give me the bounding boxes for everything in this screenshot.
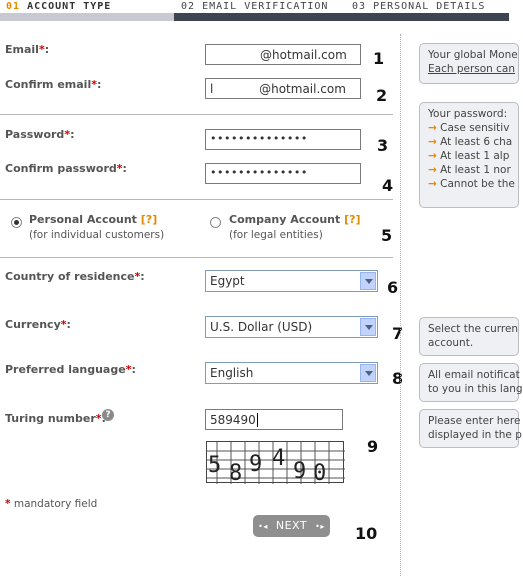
- company-account-title: Company Account [?]: [229, 213, 361, 226]
- language-select[interactable]: English: [205, 362, 378, 384]
- confirm-password-field[interactable]: ••••••••••••••: [205, 163, 361, 184]
- marker-2: 2: [376, 86, 388, 105]
- marker-7: 7: [392, 324, 404, 343]
- bullet-icon: →: [428, 122, 437, 134]
- info-email-box: Your global Mone Each person can: [419, 43, 519, 84]
- captcha-char: 8: [229, 461, 243, 486]
- chevron-down-icon[interactable]: [360, 364, 376, 382]
- password-field[interactable]: ••••••••••••••: [205, 129, 361, 150]
- arrow-icon: •◂: [258, 522, 268, 531]
- confirm-email-label: Confirm email*:: [5, 78, 102, 91]
- turing-label: Turing number*: [5, 412, 102, 425]
- column-divider: [400, 34, 401, 576]
- company-account-subtitle: (for legal entities): [229, 229, 323, 241]
- turing-number-input[interactable]: 589490: [205, 409, 343, 430]
- step-bar: [0, 0, 509, 22]
- divider: [0, 199, 393, 200]
- confirm-password-label: Confirm password*:: [5, 162, 127, 175]
- email-label: Email*:: [5, 43, 50, 56]
- info-password-box: Your password: → Case sensitiv → At least 6 cha → At least 1 alp → At least 1 nor → Cannot be the: [419, 102, 519, 208]
- bullet-icon: →: [428, 178, 437, 190]
- info-turing-box: Please enter here displayed in the p: [419, 409, 519, 448]
- captcha-char: 9: [293, 459, 307, 484]
- bullet-icon: →: [428, 136, 437, 148]
- marker-4: 4: [382, 176, 394, 195]
- info-language-box: All email notificat to you in this lang: [419, 363, 519, 402]
- country-label: Country of residence*:: [5, 270, 145, 283]
- divider: [0, 114, 393, 115]
- marker-10: 10: [355, 524, 378, 543]
- company-account-radio[interactable]: [210, 217, 221, 228]
- language-label: Preferred language*:: [5, 363, 136, 376]
- help-icon[interactable]: ?: [102, 409, 114, 421]
- country-select[interactable]: Egypt: [205, 270, 378, 292]
- personal-account-title: Personal Account [?]: [29, 213, 158, 226]
- bullet-icon: →: [428, 164, 437, 176]
- confirm-email-field[interactable]: l @hotmail.com: [205, 78, 361, 99]
- company-help-link[interactable]: [?]: [344, 213, 361, 226]
- bullet-icon: →: [428, 150, 437, 162]
- captcha-char: 4: [272, 446, 286, 471]
- marker-5: 5: [381, 226, 393, 245]
- mandatory-note: * mandatory field: [5, 498, 98, 510]
- captcha-image: [206, 441, 344, 486]
- marker-6: 6: [387, 278, 399, 297]
- arrow-icon: •▸: [315, 522, 325, 531]
- info-email-link[interactable]: Each person can: [428, 63, 516, 75]
- currency-label: Currency*:: [5, 318, 71, 331]
- divider: [0, 257, 393, 258]
- captcha-char: 0: [313, 461, 327, 486]
- password-label: Password*:: [5, 128, 75, 141]
- next-button[interactable]: •◂ NEXT •▸: [253, 515, 330, 537]
- marker-9: 9: [367, 437, 379, 456]
- info-currency-box: Select the curren account.: [419, 317, 519, 356]
- step-personal-details: 03 PERSONAL DETAILS: [352, 1, 486, 12]
- captcha-char: 9: [249, 452, 263, 477]
- step-email-verification: 02 EMAIL VERIFICATION: [181, 1, 329, 12]
- step-account-type: 01 ACCOUNT TYPE: [6, 1, 112, 12]
- captcha-char: 5: [208, 453, 222, 478]
- chevron-down-icon[interactable]: [360, 272, 376, 290]
- marker-3: 3: [377, 136, 389, 155]
- marker-8: 8: [392, 369, 404, 388]
- email-field[interactable]: @hotmail.com: [205, 44, 361, 65]
- marker-1: 1: [373, 49, 385, 68]
- currency-select[interactable]: U.S. Dollar (USD): [205, 316, 378, 338]
- personal-account-radio[interactable]: [11, 217, 22, 228]
- personal-account-subtitle: (for individual customers): [29, 229, 165, 241]
- personal-help-link[interactable]: [?]: [140, 213, 158, 226]
- chevron-down-icon[interactable]: [360, 318, 376, 336]
